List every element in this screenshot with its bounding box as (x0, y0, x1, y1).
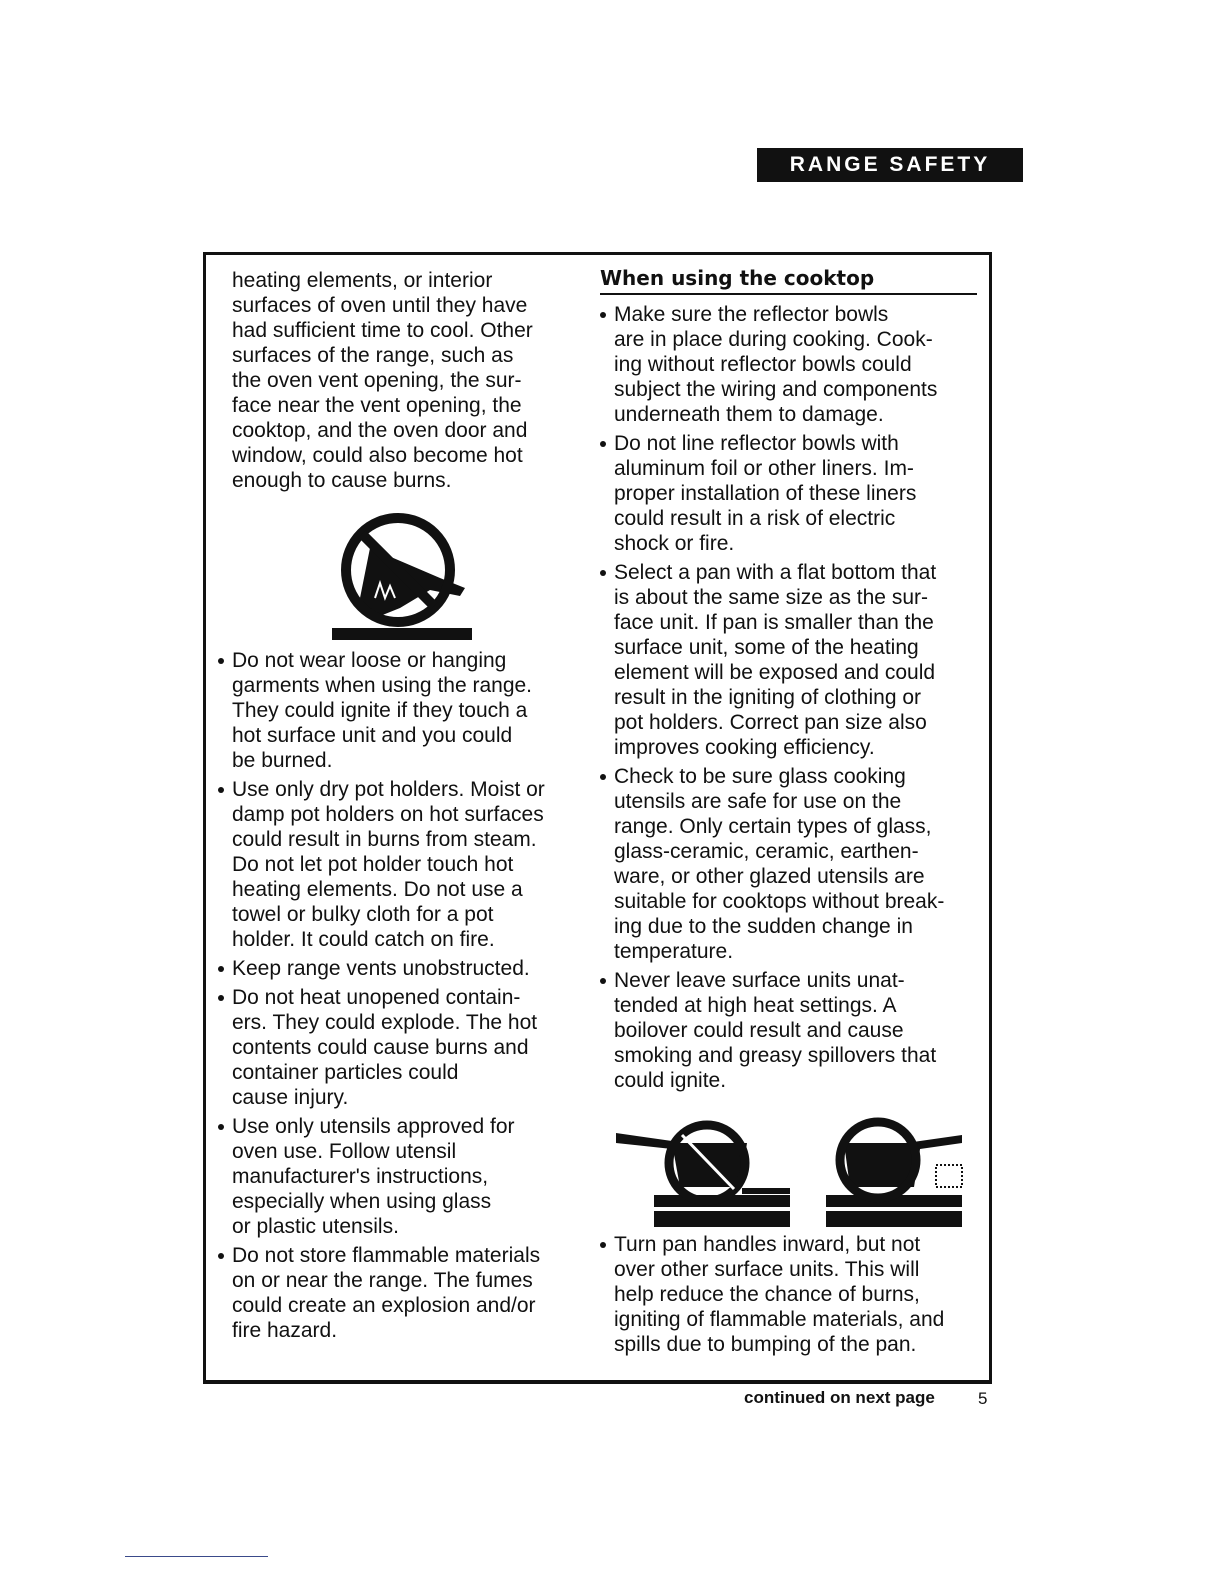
text-line: Use only utensils approved for (232, 1115, 515, 1138)
text-line: could ignite. (614, 1069, 727, 1092)
text-line: aluminum foil or other liners. Im- (614, 457, 914, 480)
text-line: suitable for cooktops without break- (614, 890, 945, 913)
text-line: ing without reflector bowls could (614, 353, 912, 376)
text-line: range. Only certain types of glass, (614, 815, 932, 838)
text-line: Select a pan with a flat bottom that (614, 561, 937, 584)
text-line: proper installation of these liners (614, 482, 917, 505)
text-line: garments when using the range. (232, 674, 533, 697)
text-line: contents could cause burns and (232, 1036, 529, 1059)
text-line: igniting of flammable materials, and (614, 1308, 945, 1331)
section-badge: RANGE SAFETY (757, 148, 1023, 182)
text-line: oven use. Follow utensil (232, 1140, 457, 1163)
text-line: manufacturer's instructions, (232, 1165, 489, 1188)
text-line: container particles could (232, 1061, 459, 1084)
text-line: or plastic utensils. (232, 1215, 399, 1238)
text-line: hot surface unit and you could (232, 724, 513, 747)
bullet-item (600, 431, 944, 556)
bullet-item (218, 985, 545, 1110)
text-line: help reduce the chance of burns, (614, 1283, 920, 1306)
text-line: temperature. (614, 940, 734, 963)
cooktop-section-heading: When using the cooktop (600, 266, 977, 295)
text-line: are in place during cooking. Cook- (614, 328, 933, 351)
text-line: Make sure the reflector bowls (614, 303, 889, 326)
text-line: Never leave surface units unat- (614, 969, 905, 992)
text-line: the oven vent opening, the sur- (232, 369, 522, 392)
text-line: ers. They could explode. The hot (232, 1011, 538, 1034)
left-bullet-list (218, 648, 545, 1347)
text-line: Do not line reflector bowls with (614, 432, 899, 455)
text-line: glass-ceramic, ceramic, earthen- (614, 840, 919, 863)
text-line: They could ignite if they touch a (232, 699, 528, 722)
text-line: ing due to the sudden change in (614, 915, 913, 938)
text-line: underneath them to damage. (614, 403, 884, 426)
text-line: smoking and greasy spillovers that (614, 1044, 937, 1067)
left-intro-text (232, 268, 533, 493)
text-line: over other surface units. This will (614, 1258, 920, 1281)
bullet-item (600, 968, 944, 1093)
text-line: tended at high heat settings. A (614, 994, 897, 1017)
text-line: could create an explosion and/or (232, 1294, 536, 1317)
bullet-item (600, 302, 944, 427)
text-line: boilover could result and cause (614, 1019, 904, 1042)
text-line: Turn pan handles inward, but not (614, 1233, 921, 1256)
text-line: window, could also become hot (232, 444, 523, 467)
text-line: Do not store flammable materials (232, 1244, 541, 1267)
text-line: cooktop, and the oven door and (232, 419, 528, 442)
bullet-item (218, 956, 545, 981)
text-line: pot holders. Correct pan size also (614, 711, 927, 734)
text-line: surfaces of oven until they have (232, 294, 528, 317)
text-line: especially when using glass (232, 1190, 492, 1213)
text-line: Use only dry pot holders. Moist or (232, 778, 545, 801)
text-line: result in the igniting of clothing or (614, 686, 922, 709)
text-line: ware, or other glazed utensils are (614, 865, 925, 888)
bullet-item (218, 648, 545, 773)
text-line: face unit. If pan is smaller than the (614, 611, 934, 634)
pan-handle-over-burner-prohibited-icon (826, 1115, 966, 1227)
text-line: Check to be sure glass cooking (614, 765, 906, 788)
text-line: spills due to bumping of the pan. (614, 1333, 917, 1356)
text-line: face near the vent opening, the (232, 394, 522, 417)
text-line: be burned. (232, 749, 333, 772)
text-line: enough to cause burns. (232, 469, 452, 492)
text-line: could result in burns from steam. (232, 828, 537, 851)
bullet-item (218, 777, 545, 952)
right-last-bullet (600, 1232, 944, 1361)
text-line: heating elements, or interior (232, 269, 493, 292)
text-line: surfaces of the range, such as (232, 344, 514, 367)
text-line: could result in a risk of electric (614, 507, 896, 530)
text-line: utensils are safe for use on the (614, 790, 902, 813)
bullet-item (218, 1243, 545, 1343)
text-line: towel or bulky cloth for a pot (232, 903, 494, 926)
bullet-item (600, 1232, 944, 1357)
text-line: Do not let pot holder touch hot (232, 853, 514, 876)
right-bullet-list (600, 302, 944, 1097)
text-line: had sufficient time to cool. Other (232, 319, 533, 342)
text-line: is about the same size as the sur- (614, 586, 928, 609)
text-line: Do not wear loose or hanging (232, 649, 507, 672)
text-line: damp pot holders on hot surfaces (232, 803, 544, 826)
page-number: 5 (978, 1389, 988, 1408)
text-line: Do not heat unopened contain- (232, 986, 521, 1009)
text-line: heating elements. Do not use a (232, 878, 523, 901)
bullet-item (218, 1114, 545, 1239)
bullet-item (600, 560, 944, 760)
text-line: cause injury. (232, 1086, 349, 1109)
text-line: element will be exposed and could (614, 661, 936, 684)
text-line: shock or fire. (614, 532, 735, 555)
text-line: holder. It could catch on fire. (232, 928, 495, 951)
text-line: on or near the range. The fumes (232, 1269, 533, 1292)
continued-note: continued on next page (744, 1388, 935, 1407)
footnote-rule (125, 1556, 268, 1557)
no-loose-clothing-icon (330, 508, 475, 643)
text-line: Keep range vents unobstructed. (232, 957, 530, 980)
text-line: improves cooking efficiency. (614, 736, 875, 759)
pan-handle-outward-prohibited-icon (612, 1115, 792, 1227)
text-line: surface unit, some of the heating (614, 636, 919, 659)
bullet-item (600, 764, 944, 964)
text-line: fire hazard. (232, 1319, 338, 1342)
text-line: subject the wiring and components (614, 378, 938, 401)
